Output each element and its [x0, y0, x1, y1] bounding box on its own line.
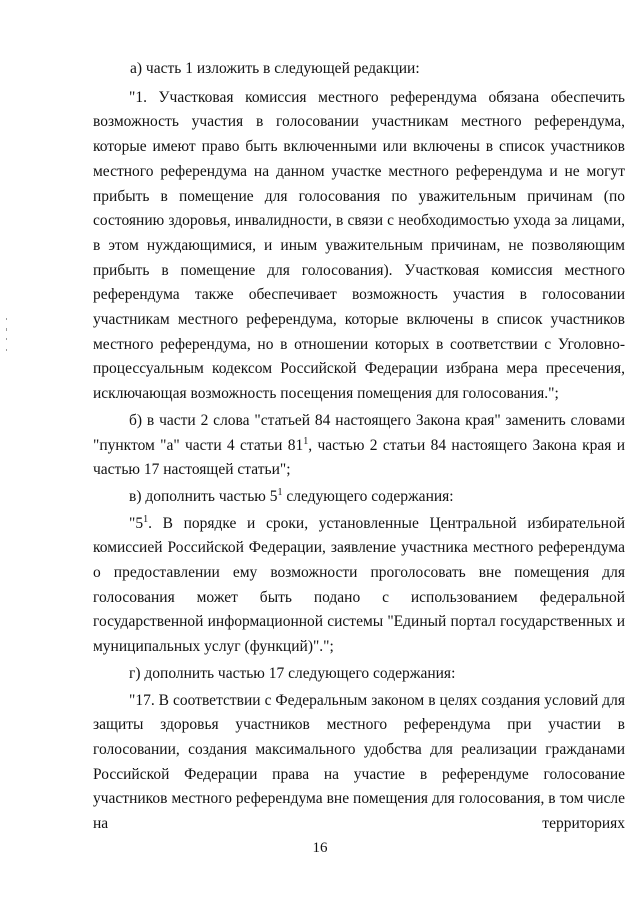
margin-mark — [6, 328, 7, 331]
superscript: 1 — [303, 435, 309, 447]
superscript: 1 — [143, 513, 149, 525]
paragraph-part-5-1-text — [93, 512, 625, 660]
paragraph-text: а) часть 1 изложить в следующей редакции: — [130, 60, 420, 77]
paragraph-amendment-a — [93, 57, 625, 82]
paragraph-text: б) в части 2 слова "статьей 84 настоящего Закона края" заменить словами "пунктом "а" части 4 статьи 81 — [93, 411, 625, 454]
paragraph-text: . В порядке и сроки, установленные Центральной избирательной комиссией Российской Федерации, заявление участника местного референдума о предоставлении ему возможности проголосовать вне помещения для голосования может быть подано с использованием федеральной государственной информационной системы "Единый портал государственных и муниципальных услуг (функций)"."; — [93, 514, 625, 656]
margin-mark — [6, 338, 7, 340]
superscript: 1 — [277, 486, 283, 498]
page-number: 16 — [312, 840, 328, 856]
paragraph-text: в) дополнить частью 5 — [129, 487, 278, 505]
paragraph-text: "17. В соответствии с Федеральным законом в целях создания условий для защиты здоровья участников местного референдума при участии в голосовании, создания максимального удобства для реализации гражданами Российской Федерации права на участие в референдуме голосование участников местного референдума вне помещения для голосования, в том числе на территориях — [93, 691, 625, 833]
paragraph-text: "1. Участковая комиссия местного референдума обязана обеспечить возможность участия в голосовании участникам местного референдума, которые имеют право быть включенными или включены в список участников местного референдума на данном участке местного референдума и не могут прибыть в помещение для голосования по уважительным причинам (по состоянию здоровья, инвалидности, в связи с необходимостью ухода за лицами, в этом нуждающимися, и иным уважительным причинам, не позволяющим прибыть в помещение для голосования). Участковая комиссия местного референдума также обеспечивает возможность участия в голосовании участникам местного референдума, которые включены в список участников местного референдума, но в отношении которых в соответствии с Уголовно-процессуальным кодексом Российской Федерации избрана мера пресечения, исключающая возможность посещения помещения для голосования."; — [93, 88, 625, 403]
paragraph-text: , частью 2 статьи 84 настоящего Закона края и частью 17 настоящей статьи"; — [93, 436, 626, 479]
paragraph-amendment-g — [93, 662, 625, 687]
paragraph-amendment-v — [93, 485, 625, 510]
paragraph-text: "5 — [129, 514, 144, 532]
paragraph-amendment-b — [93, 409, 625, 483]
paragraph-part-17-text — [93, 689, 625, 837]
margin-mark — [6, 318, 7, 320]
paragraph-part-1-text — [93, 86, 625, 407]
document-body — [93, 57, 625, 837]
paragraph-text: следующего содержания: — [282, 487, 454, 505]
margin-mark — [6, 349, 7, 351]
paragraph-text: г) дополнить частью 17 следующего содержания: — [129, 664, 456, 682]
